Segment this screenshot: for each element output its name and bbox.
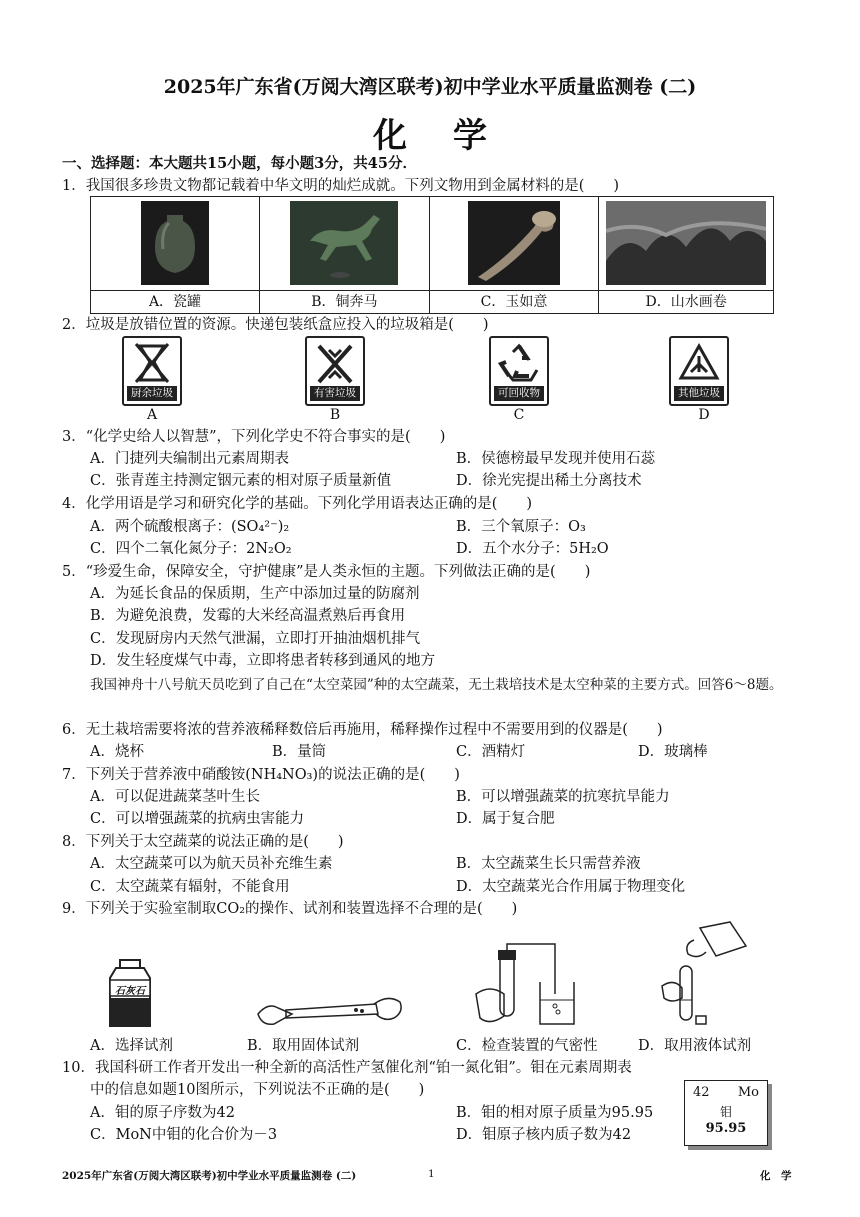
atomic-number: 42 <box>693 1085 710 1100</box>
question-6-stem: 6．无土栽培需要将浓的营养液稀释数倍后再施用，稀释操作过程中不需要用到的仪器是( ) <box>62 722 663 738</box>
q3-option-c[interactable]: C．张青莲主持测定铟元素的相对原子质量新值 <box>90 473 392 489</box>
q10-option-a[interactable]: A．钼的原子序数为42 <box>90 1105 235 1121</box>
landscape-scroll-image <box>606 201 766 285</box>
question-2-stem: 2．垃圾是放错位置的资源。快递包装纸盒应投入的垃圾箱是( ) <box>62 317 489 333</box>
artifact-image-table <box>90 196 774 314</box>
question-5-stem: 5．“珍爱生命，保障安全，守护健康”是人类永恒的主题。下列做法正确的是( ) <box>62 564 591 580</box>
bin-label-other: 其他垃圾 <box>674 386 724 401</box>
q5-option-b[interactable]: B．为避免浪费，发霉的大米经高温煮熟后再食用 <box>90 608 406 624</box>
question-4-stem: 4．化学用语是学习和研究化学的基础。下列化学用语表达正确的是( ) <box>62 496 533 512</box>
question-1-stem: 1．我国很多珍贵文物都记载着中华文明的灿烂成就。下列文物用到金属材料的是( ) <box>62 178 620 194</box>
footer-title: 2025年广东省(万阅大湾区联考)初中学业水平质量监测卷 (二) <box>62 1170 357 1182</box>
bin-recyclable[interactable] <box>489 336 549 406</box>
q1-option-d[interactable]: D．山水画卷 <box>599 291 774 314</box>
liquid-reagent-illustration <box>654 920 748 1030</box>
question-10-stem-line2: 中的信息如题10图所示，下列说法不正确的是( ) <box>90 1082 425 1098</box>
q9-option-a[interactable]: A．选择试剂 <box>90 1038 173 1054</box>
bin-letter-d: D <box>698 407 710 423</box>
q6-option-b[interactable]: B．量筒 <box>272 744 327 760</box>
q5-option-c[interactable]: C．发现厨房内天然气泄漏，立即打开抽油烟机排气 <box>90 631 421 647</box>
molybdenum-element-card <box>684 1080 768 1146</box>
q3-option-d[interactable]: D．徐光宪提出稀土分离技术 <box>456 473 642 489</box>
bronze-horse-image <box>290 201 398 285</box>
q10-option-c[interactable]: C．MoN中钼的化合价为－3 <box>90 1127 278 1143</box>
q7-option-d[interactable]: D．属于复合肥 <box>456 811 555 827</box>
jar-label: 石灰石 <box>115 986 145 997</box>
q9-option-b[interactable]: B．取用固体试剂 <box>247 1038 360 1054</box>
atomic-mass: 95.95 <box>705 1121 747 1136</box>
q5-option-a[interactable]: A．为延长食品的保质期，生产中添加过量的防腐剂 <box>90 586 420 602</box>
q8-option-c[interactable]: C．太空蔬菜有辐射，不能食用 <box>90 879 290 895</box>
q8-option-d[interactable]: D．太空蔬菜光合作用属于物理变化 <box>456 879 686 895</box>
q6-option-d[interactable]: D．玻璃棒 <box>638 744 708 760</box>
kitchen-waste-icon <box>128 342 176 386</box>
bin-letter-a: A <box>146 407 158 423</box>
question-8-stem: 8．下列关于太空蔬菜的说法正确的是( ) <box>62 834 344 850</box>
page-title: 2025年广东省(万阅大湾区联考)初中学业水平质量监测卷 (二) <box>163 76 697 98</box>
bin-label-kitchen: 厨余垃圾 <box>127 386 177 401</box>
bin-other-waste[interactable] <box>669 336 729 406</box>
question-7-stem: 7．下列关于营养液中硝酸铵(NH₄NO₃)的说法正确的是( ) <box>62 767 460 783</box>
section-heading: 一、选择题：本大题共15小题，每小题3分，共45分． <box>62 155 417 172</box>
q7-option-b[interactable]: B．可以增强蔬菜的抗寒抗旱能力 <box>456 789 670 805</box>
q3-option-b[interactable]: B．侯德榜最早发现并使用石蕊 <box>456 451 656 467</box>
recyclable-icon <box>495 342 543 386</box>
question-10-stem-line1: 10．我国科研工作者开发出一种全新的高活性产氢催化剂“铂一氮化钼”。钼在元素周期表 <box>62 1060 632 1076</box>
bin-label-recyclable: 可回收物 <box>494 386 544 401</box>
q4-option-d[interactable]: D．五个水分子：5H₂O <box>456 541 609 557</box>
q5-option-d[interactable]: D．发生轻度煤气中毒，立即将患者转移到通风的地方 <box>90 653 436 669</box>
bin-kitchen-waste[interactable] <box>122 336 182 406</box>
q8-option-a[interactable]: A．太空蔬菜可以为航天员补充维生素 <box>90 856 333 872</box>
q4-option-b[interactable]: B．三个氧原子：O₃ <box>456 519 586 535</box>
q3-option-a[interactable]: A．门捷列夫编制出元素周期表 <box>90 451 289 467</box>
q8-option-b[interactable]: B．太空蔬菜生长只需营养液 <box>456 856 641 872</box>
solid-reagent-illustration <box>256 990 408 1030</box>
question-3-stem: 3．“化学史给人以智慧”，下列化学史不符合事实的是( ) <box>62 429 446 445</box>
q6-option-a[interactable]: A．烧杯 <box>90 744 144 760</box>
jade-ruyi-image <box>468 201 560 285</box>
q4-option-c[interactable]: C．四个二氧化氮分子：2N₂O₂ <box>90 541 292 557</box>
porcelain-jar-image <box>141 201 209 285</box>
question-9-stem: 9．下列关于实验室制取CO₂的操作、试剂和装置选择不合理的是( ) <box>62 901 518 917</box>
q6-option-c[interactable]: C．酒精灯 <box>456 744 526 760</box>
bin-hazardous-waste[interactable] <box>305 336 365 406</box>
bin-letter-c: C <box>513 407 525 423</box>
q1-option-a[interactable]: A．瓷罐 <box>91 291 260 314</box>
q4-option-a[interactable]: A．两个硫酸根离子：(SO₄²⁻)₂ <box>90 519 290 535</box>
footer-subject: 化 学 <box>760 1170 792 1182</box>
q1-option-c[interactable]: C．玉如意 <box>429 291 598 314</box>
q7-option-c[interactable]: C．可以增强蔬菜的抗病虫害能力 <box>90 811 305 827</box>
subject-title: 化学 <box>373 116 533 156</box>
element-symbol: Mo <box>737 1085 759 1100</box>
q7-option-a[interactable]: A．可以促进蔬菜茎叶生长 <box>90 789 260 805</box>
q9-option-d[interactable]: D．取用液体试剂 <box>638 1038 752 1054</box>
bin-label-hazardous: 有害垃圾 <box>310 386 360 401</box>
q9-option-c[interactable]: C．检查装置的气密性 <box>456 1038 598 1054</box>
element-name: 钼 <box>719 1105 732 1119</box>
q1-option-b[interactable]: B．铜奔马 <box>260 291 430 314</box>
page-number: 1 <box>428 1168 435 1180</box>
hazardous-waste-icon <box>311 342 359 386</box>
reading-passage: 我国神舟十八号航天员吃到了自己在“太空菜园”种的太空蔬菜，无土栽培技术是太空种菜的主要方式。回答6～8题。 <box>90 677 783 693</box>
q10-option-d[interactable]: D．钼原子核内质子数为42 <box>456 1127 632 1143</box>
q10-option-b[interactable]: B．钼的相对原子质量为95.95 <box>456 1105 654 1121</box>
other-waste-icon <box>675 342 723 386</box>
airtightness-check-illustration <box>466 940 576 1032</box>
bin-letter-b: B <box>329 407 341 423</box>
